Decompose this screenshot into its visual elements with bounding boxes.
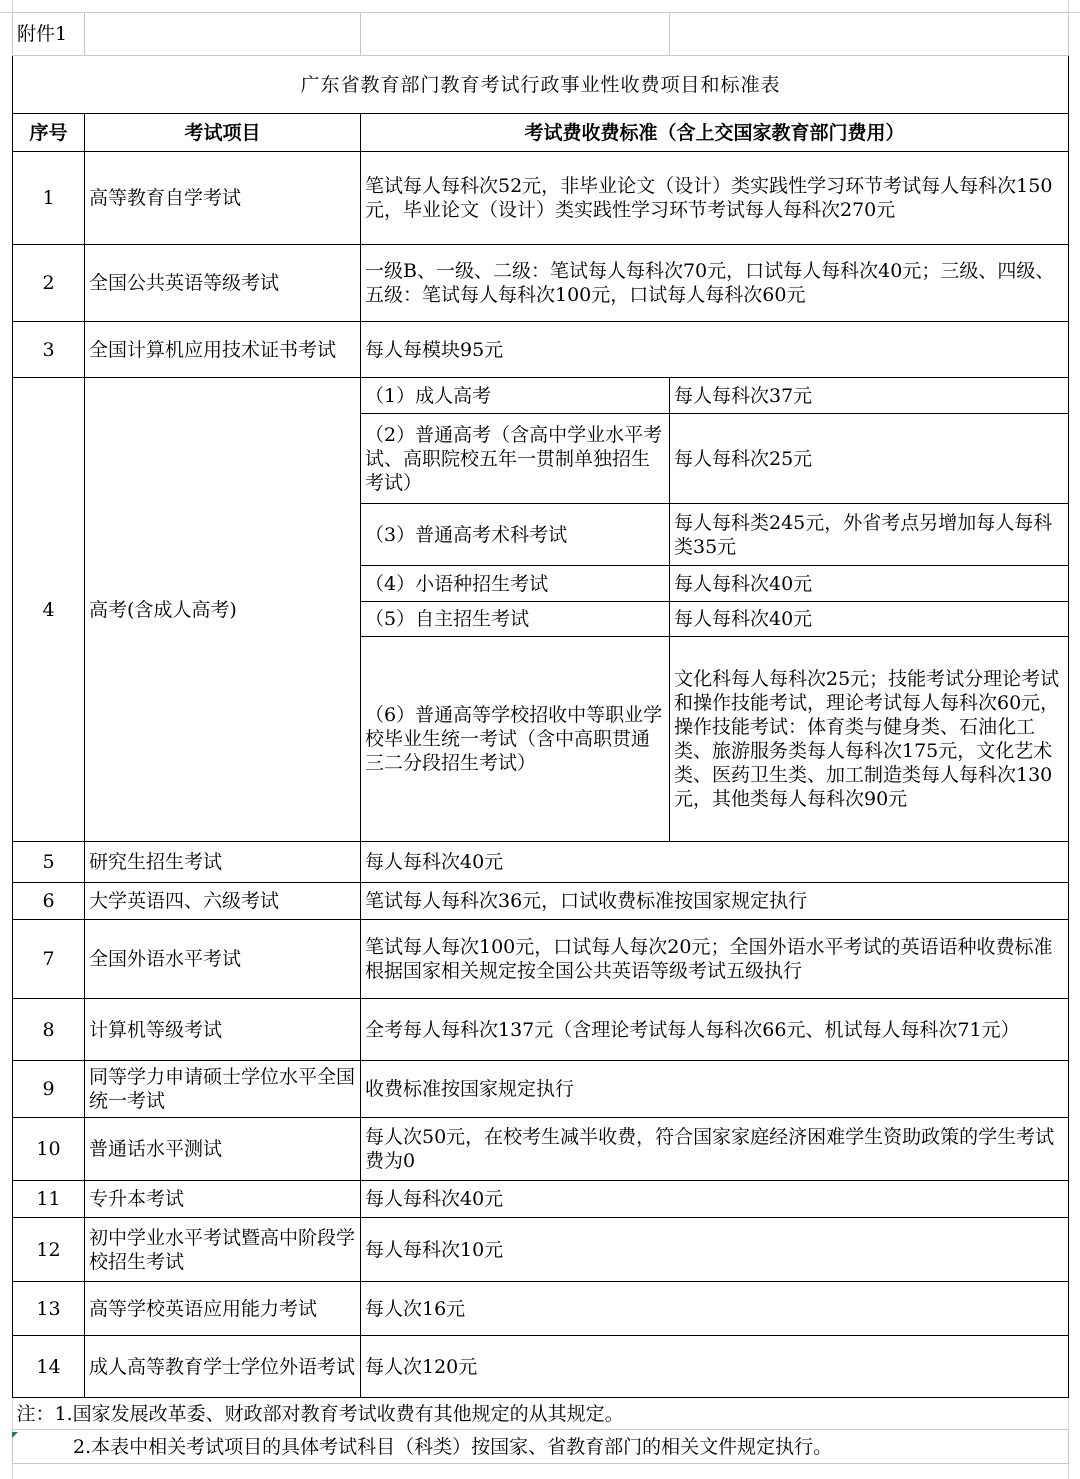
table-row <box>13 378 1069 414</box>
fee-standard: 收费标准按国家规定执行 <box>361 1061 1069 1118</box>
header-seq: 序号 <box>13 114 85 152</box>
exam-item: 普通话水平测试 <box>85 1118 361 1181</box>
table-row <box>13 842 1069 883</box>
row-number: 6 <box>13 883 85 920</box>
exam-item: 同等学力申请硕士学位水平全国统一考试 <box>85 1061 361 1118</box>
header-row <box>13 114 1069 152</box>
sub-exam-item: （4）小语种招生考试 <box>361 566 670 602</box>
row-number: 4 <box>13 378 85 842</box>
table-row <box>13 920 1069 999</box>
fee-standard: 一级B、一级、二级：笔试每人每科次70元，口试每人每科次40元；三级、四级、五级：笔试每人每科次100元，口试每人每科次60元 <box>361 245 1069 322</box>
empty-cell <box>85 13 361 56</box>
table-row <box>13 999 1069 1061</box>
note-row <box>13 1430 1069 1464</box>
fee-standard: 每人每科次40元 <box>361 842 1069 883</box>
table-row <box>13 245 1069 322</box>
table-row <box>13 1118 1069 1181</box>
fee-standard: 每人次50元，在校考生减半收费，符合国家家庭经济困难学生资助政策的学生考试费为0 <box>361 1118 1069 1181</box>
exam-item: 初中学业水平考试暨高中阶段学校招生考试 <box>85 1218 361 1282</box>
fee-standard: 每人每科次40元 <box>361 1181 1069 1218</box>
row-number: 8 <box>13 999 85 1061</box>
attachment-label: 附件1 <box>13 13 85 56</box>
row-number: 1 <box>13 152 85 245</box>
fee-standard: 每人每模块95元 <box>361 322 1069 378</box>
exam-item: 全国公共英语等级考试 <box>85 245 361 322</box>
cell-comment-marker <box>12 1432 18 1438</box>
exam-item: 高考(含成人高考) <box>85 378 361 842</box>
exam-item: 专升本考试 <box>85 1181 361 1218</box>
row-number: 5 <box>13 842 85 883</box>
table-row <box>13 1336 1069 1398</box>
table-row <box>13 152 1069 245</box>
row-number: 13 <box>13 1282 85 1336</box>
fee-table <box>12 12 1069 1464</box>
sub-fee-standard: 每人每科次40元 <box>670 602 1069 637</box>
empty-cell <box>670 13 1069 56</box>
table-row <box>13 1181 1069 1218</box>
exam-item: 大学英语四、六级考试 <box>85 883 361 920</box>
fee-standard: 每人次16元 <box>361 1282 1069 1336</box>
fee-standard: 每人次120元 <box>361 1336 1069 1398</box>
exam-item: 高等教育自学考试 <box>85 152 361 245</box>
row-number: 10 <box>13 1118 85 1181</box>
row-number: 12 <box>13 1218 85 1282</box>
header-standard: 考试费收费标准（含上交国家教育部门费用） <box>361 114 1069 152</box>
sub-exam-item: （3）普通高考术科考试 <box>361 504 670 566</box>
sub-exam-item: （6）普通高等学校招收中等职业学校毕业生统一考试（含中高职贯通三二分段招生考试） <box>361 637 670 842</box>
fee-standard: 全考每人每科次137元（含理论考试每人每科次66元、机试每人每科次71元） <box>361 999 1069 1061</box>
attachment-row <box>13 13 1069 56</box>
title-row <box>13 56 1069 114</box>
sub-fee-standard: 每人每科次40元 <box>670 566 1069 602</box>
sub-fee-standard: 每人每科次25元 <box>670 414 1069 504</box>
table-row <box>13 1061 1069 1118</box>
empty-cell <box>361 13 670 56</box>
sub-fee-standard: 每人每科次37元 <box>670 378 1069 414</box>
row-number: 9 <box>13 1061 85 1118</box>
exam-item: 高等学校英语应用能力考试 <box>85 1282 361 1336</box>
fee-standard: 笔试每人每科次36元，口试收费标准按国家规定执行 <box>361 883 1069 920</box>
exam-item: 研究生招生考试 <box>85 842 361 883</box>
exam-item: 全国计算机应用技术证书考试 <box>85 322 361 378</box>
sub-fee-standard: 文化科每人每科次25元；技能考试分理论考试和操作技能考试，理论考试每人每科次60元，操作技能考试：体育类与健身类、石油化工类、旅游服务类每人每科次175元，文化艺术类、医药卫生类、加工制造类每人每科次130元，其他类每人每科次90元 <box>670 637 1069 842</box>
sub-fee-standard: 每人每科类245元，外省考点另增加每人每科类35元 <box>670 504 1069 566</box>
note-row <box>13 1398 1069 1430</box>
row-number: 14 <box>13 1336 85 1398</box>
exam-item: 计算机等级考试 <box>85 999 361 1061</box>
table-row <box>13 883 1069 920</box>
note-1: 注：1.国家发展改革委、财政部对教育考试收费有其他规定的从其规定。 <box>13 1398 1069 1430</box>
row-number: 3 <box>13 322 85 378</box>
fee-standard: 每人每科次10元 <box>361 1218 1069 1282</box>
table-row <box>13 322 1069 378</box>
exam-item: 成人高等教育学士学位外语考试 <box>85 1336 361 1398</box>
row-number: 11 <box>13 1181 85 1218</box>
table-row <box>13 1218 1069 1282</box>
fee-standard: 笔试每人每次100元，口试每人每次20元；全国外语水平考试的英语语种收费标准根据国家相关规定按全国公共英语等级考试五级执行 <box>361 920 1069 999</box>
exam-item: 全国外语水平考试 <box>85 920 361 999</box>
table-row <box>13 1282 1069 1336</box>
note-2: 2.本表中相关考试项目的具体考试科目（科类）按国家、省教育部门的相关文件规定执行。 <box>13 1430 1069 1464</box>
sub-exam-item: （1）成人高考 <box>361 378 670 414</box>
sub-exam-item: （5）自主招生考试 <box>361 602 670 637</box>
row-number: 7 <box>13 920 85 999</box>
header-item: 考试项目 <box>85 114 361 152</box>
row-number: 2 <box>13 245 85 322</box>
fee-standard: 笔试每人每科次52元，非毕业论文（设计）类实践性学习环节考试每人每科次150元，毕业论文（设计）类实践性学习环节考试每人每科次270元 <box>361 152 1069 245</box>
page-title: 广东省教育部门教育考试行政事业性收费项目和标准表 <box>13 56 1069 114</box>
sub-exam-item: （2）普通高考（含高中学业水平考试、高职院校五年一贯制单独招生考试） <box>361 414 670 504</box>
